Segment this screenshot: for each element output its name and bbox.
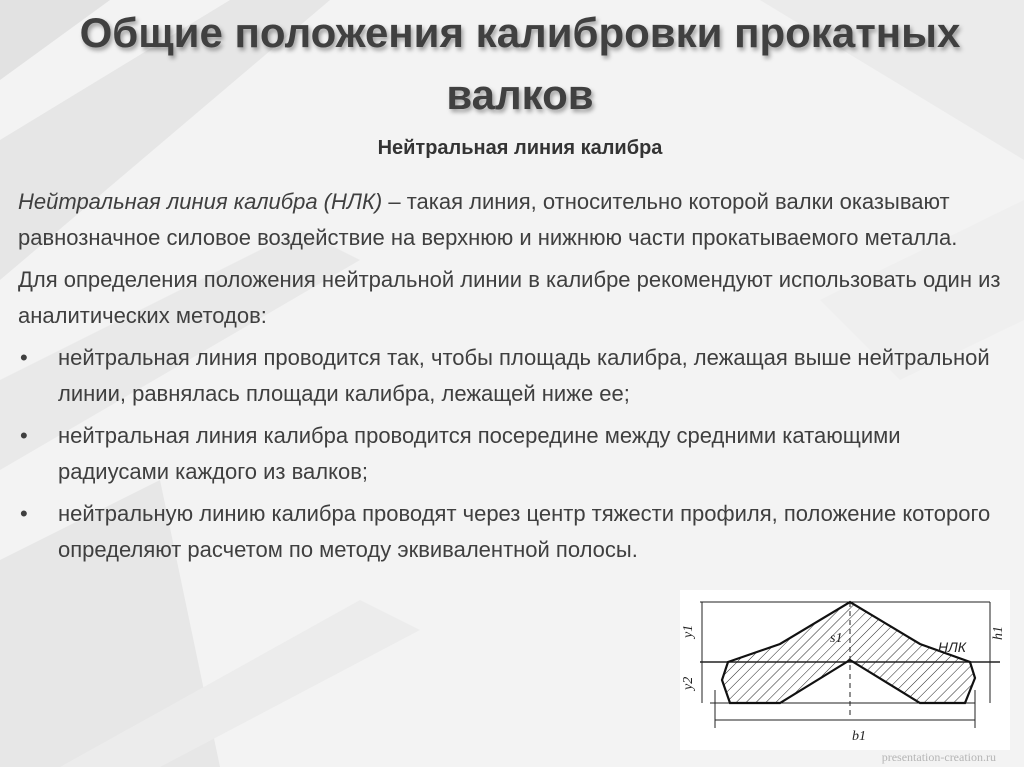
slide-title: Общие положения калибровки прокатных валков (79, 9, 961, 118)
slide-body (18, 184, 1008, 574)
label-b1: b1 (852, 729, 866, 744)
slide-subtitle: Нейтральная линия калибра (377, 137, 663, 159)
label-h1: h1 (991, 626, 1006, 640)
list-item-text: нейтральная линия калибра проводится посередине между средними катающими радиусами каждого из валков; (58, 423, 901, 484)
list-item (18, 340, 1008, 412)
label-y1: y1 (681, 624, 696, 638)
label-nlk: НЛК (938, 639, 966, 655)
label-s1: s1 (830, 631, 843, 646)
list-item-text: нейтральная линия проводится так, чтобы площадь калибра, лежащая выше нейтральной линии, равнялась площади калибра, лежащей ниже ее; (58, 345, 990, 406)
bullet-icon: • (20, 345, 28, 370)
methods-list (18, 340, 1008, 568)
methods-intro: Для определения положения нейтральной линии в калибре рекомендуют использовать один из аналитических методов: (18, 267, 1001, 328)
list-item-text: нейтральную линию калибра проводят через центр тяжести профиля, положение которого определяют расчетом по методу эквивалентной полосы. (58, 501, 991, 562)
label-y2: y2 (681, 676, 696, 690)
pass-profile-diagram (680, 590, 1010, 750)
definition-term: Нейтральная линия калибра (НЛК) (18, 189, 383, 214)
bullet-icon: • (20, 501, 28, 526)
list-item (18, 418, 1008, 490)
watermark-text: presentation-creation.ru (881, 750, 996, 764)
definition-text: – такая линия, относительно которой валки оказывают равнозначное силовое воздействие на верхнюю и нижнюю части прокатываемого металла. (18, 189, 958, 250)
definition-paragraph (18, 184, 1008, 256)
list-item (18, 496, 1008, 568)
bullet-icon: • (20, 423, 28, 448)
